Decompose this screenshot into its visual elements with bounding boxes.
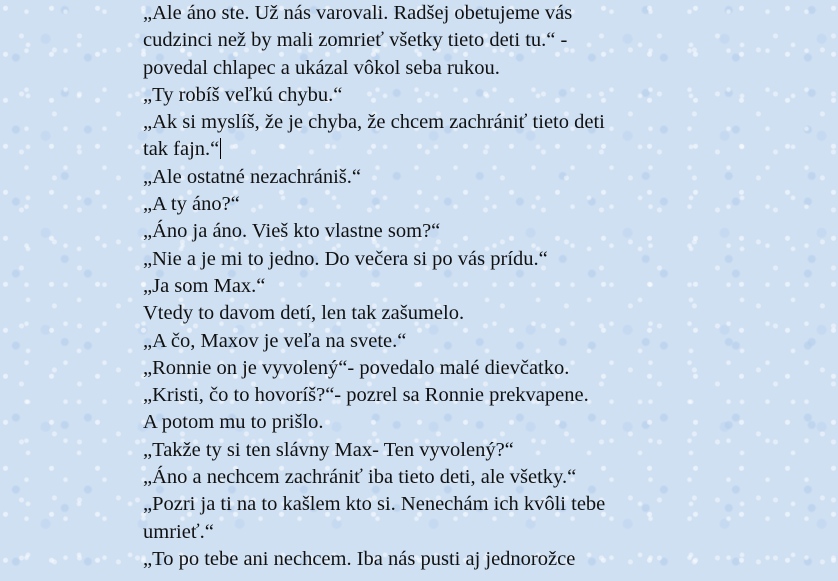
text-line: „Áno a nechcem zachrániť iba tieto deti, ale všetky.“ [143, 466, 577, 489]
document-text[interactable] [143, 0, 743, 573]
text-line: „Takže ty si ten slávny Max- Ten vyvolený?“ [143, 438, 514, 461]
text-cursor [220, 138, 221, 159]
text-line: „Ale ostatné nezachrániš.“ [143, 165, 361, 188]
text-line-with-caret [143, 136, 743, 163]
text-line: „Kristi, čo to hovoríš?“- pozrel sa Ronnie prekvapene. [143, 384, 589, 407]
text-line: „A ty áno?“ [143, 193, 240, 216]
text-line: „Ale áno ste. Už nás varovali. Radšej obetujeme vás [143, 2, 573, 24]
text-line: „Ja som Max.“ [143, 274, 266, 297]
text-line: „To po tebe ani nechcem. Iba nás pusti aj jednorožce [143, 547, 576, 570]
text-line: cudzinci než by mali zomrieť všetky tieto deti tu.“ - [143, 29, 568, 52]
text-line-content: tak fajn.“ [143, 138, 220, 161]
text-line: Vtedy to davom detí, len tak zašumelo. [143, 302, 465, 325]
text-line: „Ak si myslíš, že je chyba, že chcem zachrániť tieto deti [143, 111, 605, 134]
text-line: „Ronnie on je vyvolený“- povedalo malé dievčatko. [143, 356, 570, 379]
text-line: „Áno ja áno. Vieš kto vlastne som?“ [143, 220, 441, 243]
text-line: „Ty robíš veľkú chybu.“ [143, 83, 343, 106]
text-line: A potom mu to prišlo. [143, 411, 324, 434]
text-line: „Nie a je mi to jedno. Do večera si po vás prídu.“ [143, 247, 548, 270]
text-line: „Pozri ja ti na to kašlem kto si. Nenechám ich kvôli tebe [143, 493, 606, 516]
text-line: umrieť.“ [143, 520, 214, 543]
text-line: „A čo, Maxov je veľa na svete.“ [143, 329, 407, 352]
text-line: povedal chlapec a ukázal vôkol seba rukou. [143, 56, 500, 79]
